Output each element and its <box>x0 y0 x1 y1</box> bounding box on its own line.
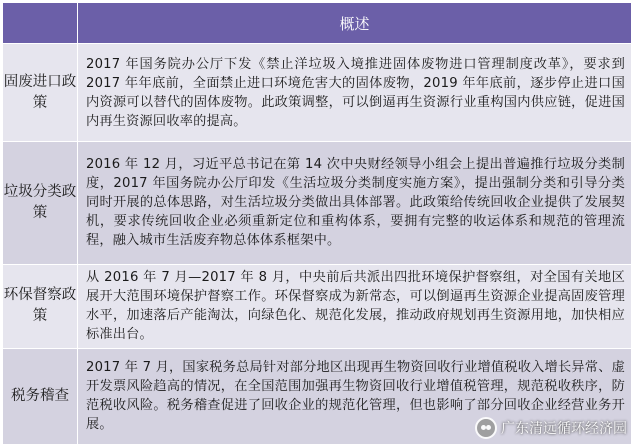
policy-label: 垃圾分类政策 <box>3 142 78 264</box>
policy-description: 从 2016 年 7 月—2017 年 8 月，中央前后共派出四批环境保护督察组，对全国有关地区展开大范围环境保护督察工作。环保督察成为新常态，可以倒逼再生资源企业提高固废管理水平，加速落后产能淘汰，向绿色化、规范化发展，推动政府规划再生资源用地，加快相应标准出台。 <box>78 264 632 348</box>
watermark <box>475 417 627 439</box>
policy-label: 固废进口政策 <box>3 44 78 142</box>
header-blank-cell <box>3 3 78 44</box>
policy-label: 环保督察政策 <box>3 264 78 348</box>
table-row <box>3 44 632 142</box>
policy-label: 税务稽查 <box>3 348 78 444</box>
watermark-text: 广东清远循环经济园 <box>501 421 627 437</box>
table-row <box>3 264 632 348</box>
policy-description: 2016 年 12 月，习近平总书记在第 14 次中央财经领导小组会上提出普遍推行垃圾分类制度，2017 年国务院办公厅印发《生活垃圾分类制度实施方案》，提出强制分类和引导分类同时开展的总体思路，对生活垃圾分类做出具体部署。此政策给传统回收企业提供了发展契机，要求传统回收企业必须重新定位和重构体系，要拥有完整的收运体系和规范的管理流程，融入城市生活废弃物总体体系框架中。 <box>78 142 632 264</box>
table-header-row <box>3 3 632 44</box>
policy-overview-table <box>2 2 632 445</box>
policy-description: 2017 年 7 月，国家税务总局针对部分地区出现再生物资回收行业增值税收入增长异常、虚开发票风险趋高的情况，在全国范围加强再生物资回收行业增值税管理，规范税收秩序，防范税收风险。税务稽查促进了回收企业的规范化管理，但也影响了部分回收企业经营业务开展。 <box>78 348 632 444</box>
policy-description: 2017 年国务院办公厅下发《禁止洋垃圾入境推进固体废物进口管理制度改革》，要求到 2017 年年底前，全面禁止进口环境危害大的固体废物，2019 年年底前，逐步停止进口国内资源可以替代的固体废物。此政策调整，可以倒逼再生资源行业重构国内供应链，促进国内再生资源回收率的提高。 <box>78 44 632 142</box>
table-row <box>3 142 632 264</box>
header-overview-cell: 概述 <box>78 3 632 44</box>
wechat-icon <box>475 417 497 439</box>
